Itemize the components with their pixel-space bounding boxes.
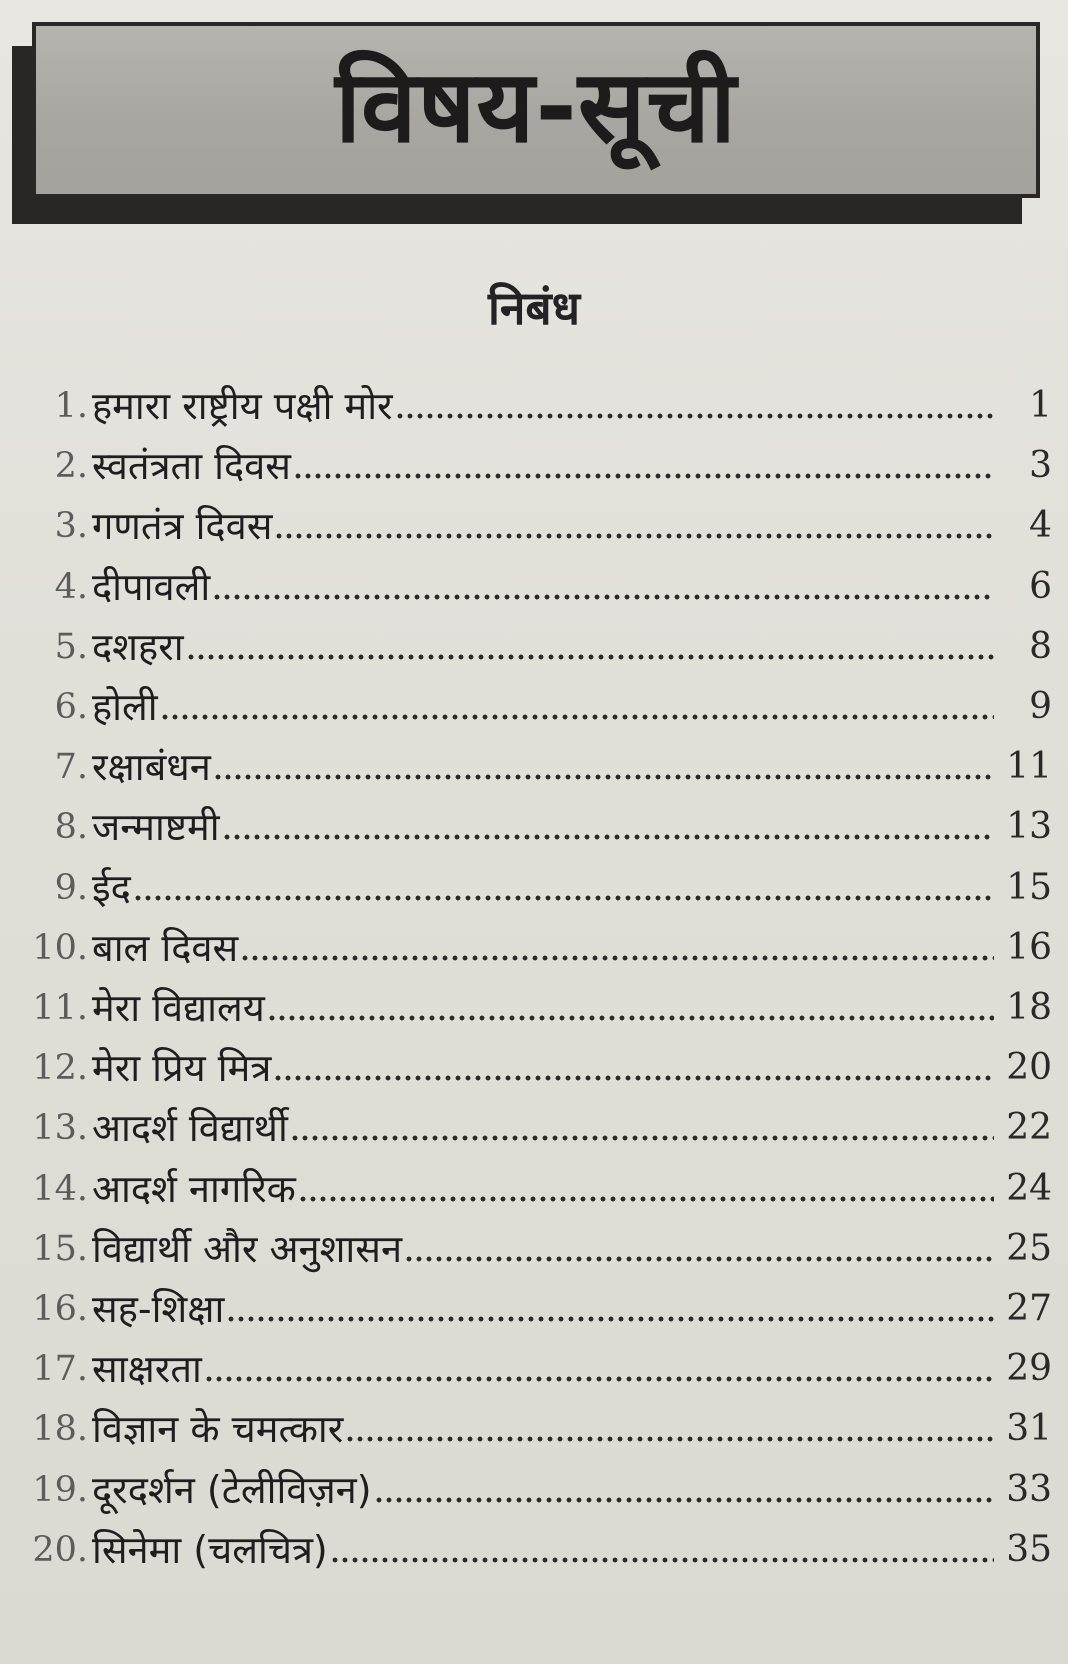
toc-entry-page-number: 22 <box>1006 1107 1052 1149</box>
dot-leader <box>404 1255 994 1263</box>
toc-entry-page-number: 11 <box>1006 746 1052 788</box>
toc-entry <box>0 370 1068 430</box>
toc-entry-page-number: 15 <box>1006 866 1052 908</box>
toc-entry-number: 17. <box>32 1349 88 1390</box>
dot-leader <box>186 653 994 661</box>
toc-entry-page-number: 24 <box>1006 1167 1052 1209</box>
toc-entry-page-number: 20 <box>1006 1047 1052 1089</box>
toc-entry-number: 4. <box>54 566 88 607</box>
dot-leader <box>345 1435 994 1443</box>
dot-leader <box>298 1195 994 1203</box>
toc-entry-title: गणतंत्र दिवस <box>92 504 273 549</box>
toc-entry-page-number: 25 <box>1006 1227 1052 1269</box>
toc-entry <box>0 791 1068 851</box>
toc-entry-number: 1. <box>54 386 88 426</box>
toc-entry <box>0 1514 1068 1574</box>
toc-entry-number: 11. <box>32 988 88 1028</box>
toc-entry-title: जन्माष्टमी <box>92 805 220 850</box>
toc-entry-number: 2. <box>54 446 88 487</box>
toc-entry-title: सिनेमा (चलचित्र) <box>92 1527 328 1572</box>
toc-entry <box>0 1213 1068 1273</box>
toc-entry-title: बाल दिवस <box>92 925 239 970</box>
toc-entry <box>0 912 1068 972</box>
toc-entry-title: स्वतंत्रता दिवस <box>92 444 291 489</box>
toc-entry-title: सह-शिक्षा <box>92 1287 225 1331</box>
page-title: विषय-सूची <box>335 48 737 165</box>
toc-entry <box>0 1092 1068 1152</box>
toc-entry-number: 20. <box>32 1529 88 1570</box>
toc-entry-title: होली <box>92 685 158 729</box>
toc-entry-title: आदर्श विद्यार्थी <box>92 1106 288 1151</box>
toc-entry-page-number: 29 <box>1006 1348 1052 1390</box>
toc-entry-number: 6. <box>54 687 88 727</box>
toc-entry-number: 18. <box>32 1409 88 1450</box>
toc-entry <box>0 490 1068 550</box>
toc-entry-title: दूरदर्शन (टेलीविज़न) <box>92 1467 372 1512</box>
toc-entry <box>0 1032 1068 1092</box>
dot-leader <box>212 593 994 601</box>
toc-entry-number: 8. <box>54 807 88 848</box>
toc-entry-title: विद्यार्थी और अनुशासन <box>92 1226 403 1271</box>
toc-entry <box>0 430 1068 490</box>
toc-entry-number: 7. <box>54 747 88 788</box>
dot-leader <box>273 1074 994 1082</box>
toc-entry-page-number: 35 <box>1006 1528 1052 1570</box>
toc-entry <box>0 852 1068 912</box>
toc-entry-title: साक्षरता <box>92 1347 202 1392</box>
dot-leader <box>290 1134 994 1142</box>
toc-entry <box>0 551 1068 611</box>
toc-entry-page-number: 18 <box>1006 987 1052 1028</box>
dot-leader <box>274 532 994 540</box>
toc-entry-title: ईद <box>92 865 131 910</box>
toc-entry <box>0 1333 1068 1393</box>
toc-entry-page-number: 6 <box>1029 565 1052 607</box>
toc-entry-page-number: 16 <box>1006 926 1052 968</box>
toc-entry-page-number: 9 <box>1029 686 1052 727</box>
dot-leader <box>395 412 994 420</box>
toc-entry-title: रक्षाबंधन <box>92 745 211 790</box>
dot-leader <box>226 1315 994 1323</box>
dot-leader <box>240 954 994 962</box>
dot-leader <box>267 1014 994 1022</box>
toc-entry-title: हमारा राष्ट्रीय पक्षी मोर <box>92 384 393 428</box>
dot-leader <box>222 833 994 841</box>
toc-entry-number: 5. <box>54 626 88 667</box>
dot-leader <box>213 773 994 781</box>
toc-entry-number: 3. <box>54 506 88 547</box>
dot-leader <box>204 1375 994 1383</box>
toc-entry-number: 14. <box>32 1168 88 1209</box>
toc-entry <box>0 1454 1068 1514</box>
toc-entry <box>0 1153 1068 1213</box>
toc-entry-number: 16. <box>32 1289 88 1329</box>
toc-entry-title: विज्ञान के चमत्कार <box>92 1407 344 1452</box>
toc-entry-title: मेरा विद्यालय <box>92 986 265 1030</box>
section-heading: निबंध <box>487 281 580 335</box>
toc-entry <box>0 611 1068 671</box>
toc-entry-number: 19. <box>32 1469 88 1510</box>
toc-entry-number: 9. <box>54 867 88 908</box>
title-box <box>32 22 1040 198</box>
toc-entry-page-number: 27 <box>1006 1288 1052 1329</box>
toc-entry-title: दशहरा <box>92 624 184 669</box>
toc-entry-title: दीपावली <box>92 564 211 609</box>
toc-entry <box>0 671 1068 731</box>
toc-entry-page-number: 33 <box>1006 1468 1052 1510</box>
dot-leader <box>160 713 994 721</box>
toc-entry <box>0 731 1068 791</box>
toc-entry <box>0 972 1068 1032</box>
toc-entry-number: 10. <box>32 927 88 968</box>
toc-entry-title: आदर्श नागरिक <box>92 1166 296 1211</box>
toc-entry-number: 13. <box>32 1108 88 1149</box>
toc-entry-page-number: 1 <box>1029 385 1052 426</box>
toc-entry-page-number: 31 <box>1006 1408 1052 1450</box>
toc-entry-number: 12. <box>32 1048 88 1089</box>
toc-entry-page-number: 8 <box>1029 625 1052 667</box>
toc-entry-page-number: 4 <box>1029 505 1052 547</box>
toc-entry-number: 15. <box>32 1228 88 1269</box>
toc-entry <box>0 1393 1068 1453</box>
dot-leader <box>133 894 994 902</box>
toc-entry-page-number: 3 <box>1029 445 1052 487</box>
toc-entry-page-number: 13 <box>1006 806 1052 848</box>
toc-entry-title: मेरा प्रिय मित्र <box>92 1046 272 1091</box>
dot-leader <box>374 1496 994 1504</box>
toc-entry <box>0 1273 1068 1333</box>
dot-leader <box>293 472 994 480</box>
dot-leader <box>330 1556 994 1564</box>
